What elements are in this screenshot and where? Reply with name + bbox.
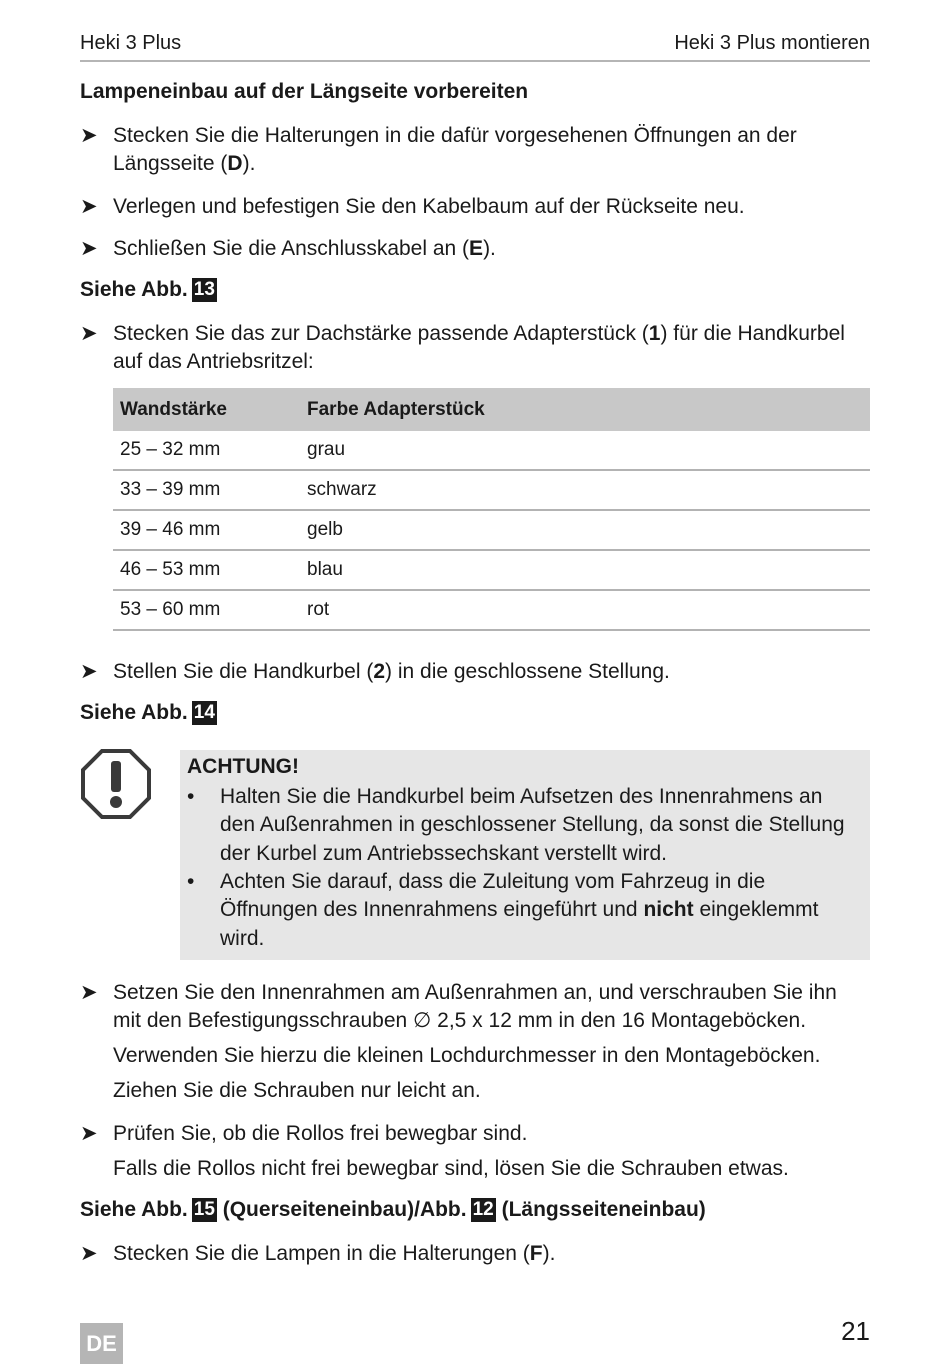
exclamation-octagon-icon	[80, 748, 152, 820]
figure-number-badge: 14	[193, 702, 215, 723]
table-cell: 33 – 39 mm	[113, 470, 300, 510]
arrow-bullet-icon: ➤	[80, 660, 98, 683]
figure-ref-14: Siehe Abb. 14	[80, 701, 215, 724]
figure-number-badge: 12	[472, 1199, 494, 1220]
table-cell: 46 – 53 mm	[113, 550, 300, 590]
bullet-dot-icon: •	[187, 870, 195, 893]
page-number: 21	[841, 1316, 870, 1346]
arrow-bullet-icon: ➤	[80, 1242, 98, 1265]
section-title: Lampeneinbau auf der Längseite vorbereiten	[80, 80, 529, 103]
table-cell: blau	[300, 550, 870, 590]
adapter-table	[113, 388, 870, 631]
arrow-bullet-icon: ➤	[80, 322, 98, 345]
table-row	[113, 431, 870, 470]
paragraph: Ziehen Sie die Schrauben nur leicht an.	[113, 1079, 481, 1102]
step-cable-harness: ➤ Verlegen und befestigen Sie den Kabelbaum auf der Rückseite neu.	[80, 193, 870, 221]
col-header-wall-thickness: Wandstärke	[113, 388, 300, 431]
manual-page	[80, 0, 870, 1365]
header-product: Heki 3 Plus	[80, 32, 182, 54]
table-header-row	[113, 388, 870, 431]
paragraph: Verwenden Sie hierzu die kleinen Lochdurchmesser in den Montageböcken.	[113, 1044, 821, 1067]
table-cell: grau	[300, 431, 870, 470]
paragraph: Falls die Rollos nicht frei bewegbar sind, lösen Sie die Schrauben etwas.	[113, 1157, 789, 1180]
table-row	[113, 470, 870, 510]
figure-ref-13: Siehe Abb. 13	[80, 278, 215, 301]
warning-bullet: • Halten Sie die Handkurbel beim Aufsetzen des Innenrahmens an den Außenrahmen in geschlossener Stellung, da sonst die Stellung der Kurbel zum Antriebssechskant verstellt wird.	[187, 785, 845, 865]
step-crank-closed: ➤ Stellen Sie die Handkurbel (2) in die geschlossene Stellung.	[80, 658, 870, 686]
ref-letter-d: D	[227, 152, 243, 175]
table-cell: schwarz	[300, 470, 870, 510]
header-chapter: Heki 3 Plus montieren	[674, 32, 870, 54]
ref-letter-e: E	[469, 237, 484, 260]
table-cell: 39 – 46 mm	[113, 510, 300, 550]
page-header	[80, 30, 870, 62]
bullet-dot-icon: •	[187, 785, 195, 808]
table-row	[113, 550, 870, 590]
table-cell: 53 – 60 mm	[113, 590, 300, 630]
figure-ref-15-12: Siehe Abb. 15 (Querseiteneinbau)/Abb. 12 (Längsseiteneinbau)	[80, 1198, 706, 1221]
warning-bullet: • Achten Sie darauf, dass die Zuleitung vom Fahrzeug in die Öffnungen des Innenrahmens eingeführt und nicht eingeklemmt wird.	[187, 870, 819, 950]
warning-title: ACHTUNG!	[187, 755, 299, 778]
step-check-blinds: ➤ Prüfen Sie, ob die Rollos frei bewegbar sind.	[80, 1120, 870, 1148]
arrow-bullet-icon: ➤	[80, 195, 98, 218]
col-header-adapter-color: Farbe Adapterstück	[300, 388, 870, 431]
table-cell: rot	[300, 590, 870, 630]
figure-number-badge: 15	[193, 1199, 215, 1220]
figure-number-badge: 13	[193, 279, 215, 300]
table-cell: gelb	[300, 510, 870, 550]
table-cell: 25 – 32 mm	[113, 431, 300, 470]
step-insert-lamps: ➤ Stecken Sie die Lampen in die Halterungen (F).	[80, 1240, 870, 1268]
arrow-bullet-icon: ➤	[80, 237, 98, 260]
step-mount-inner-frame: ➤ Setzen Sie den Innenrahmen am Außenrahmen an, und verschrauben Sie ihn mit den Befestigungsschrauben ∅ 2,5 x 12 mm in den 16 Montageböcken.	[80, 981, 837, 1032]
warning-box	[180, 750, 870, 960]
step-insert-holders: ➤ Stecken Sie die Halterungen in die dafür vorgesehenen Öffnungen an der Längsseite (D).	[80, 124, 797, 175]
step-adapter: ➤ Stecken Sie das zur Dachstärke passende Adapterstück (1) für die Handkurbel auf das Antriebsritzel:	[80, 322, 845, 373]
language-badge: DE	[80, 1323, 123, 1364]
arrow-bullet-icon: ➤	[80, 124, 98, 147]
arrow-bullet-icon: ➤	[80, 981, 98, 1004]
arrow-bullet-icon: ➤	[80, 1122, 98, 1145]
table-row	[113, 590, 870, 630]
step-connect-cables: ➤ Schließen Sie die Anschlusskabel an (E).	[80, 235, 870, 263]
table-row	[113, 510, 870, 550]
